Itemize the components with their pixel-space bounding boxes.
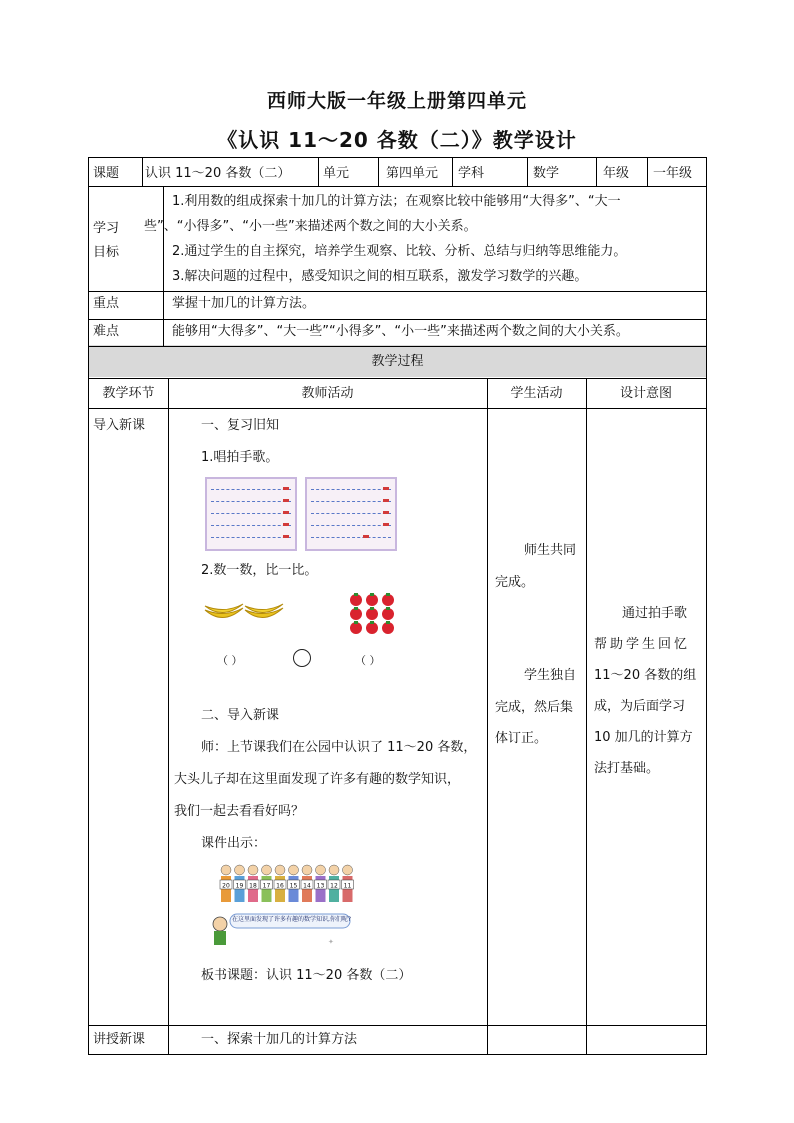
col-student: 学生活动 [510, 386, 563, 401]
courseware-number-label: 17 [262, 882, 271, 890]
student-b-line-1: 学生独自 [524, 668, 577, 683]
song-chart-right [305, 477, 397, 551]
strawberries-image [348, 592, 396, 636]
student-b-line-3: 体订正。 [495, 731, 548, 746]
unit-label: 单元 [323, 166, 350, 181]
courseware-number-label: 14 [303, 882, 311, 890]
courseware-number-label: 19 [235, 882, 244, 890]
student-a-line-1: 师生共同 [524, 543, 577, 558]
courseware-number-label: 13 [316, 882, 325, 890]
courseware-child-head [289, 865, 299, 875]
svg-text:✦: ✦ [328, 938, 334, 946]
goal-2: 2.通过学生的自主探究，培养学生观察、比较、分析、总结与归纳等思维能力。 [172, 244, 627, 259]
design-line-2: 帮助学生回忆 [594, 637, 691, 652]
goal-1-line-2: 些”、“小得多”、“小一些”来描述两个数之间的大小关系。 [144, 219, 477, 234]
courseware-child-head [329, 865, 339, 875]
courseware-number-label: 20 [222, 882, 230, 890]
difficulty-text: 能够用“大得多”、“大一些”“小得多”、“小一些”来描述两个数之间的大小关系。 [172, 324, 629, 339]
document-subtitle: 《认识 11～20 各数（二）》教学设计 [217, 128, 577, 152]
courseware-child-head [316, 865, 326, 875]
design-line-5: 10 加几的计算方 [594, 730, 693, 745]
courseware-number-label: 12 [330, 882, 338, 890]
topic-label: 课题 [93, 166, 120, 181]
subject-label: 学科 [458, 166, 485, 181]
teacher-line-1: 师：上节课我们在公园中认识了 11～20 各数， [201, 740, 477, 755]
courseware-bubble: 在这里面发现了许多有趣的数学知识,你们呢? [232, 916, 352, 923]
design-line-1: 通过拍手歌 [622, 606, 688, 621]
courseware-number-label: 11 [343, 882, 352, 890]
col-teacher: 教师活动 [301, 386, 354, 401]
student-a-line-2: 完成。 [495, 575, 535, 590]
goals-label-1: 学习 [93, 221, 120, 236]
difficulty-label: 难点 [93, 324, 120, 339]
step-2: 2.数一数，比一比。 [201, 563, 318, 578]
lesson-plan-table [88, 157, 707, 1055]
answer-blank-2: （ ） [355, 654, 381, 667]
step-1: 1.唱拍手歌。 [201, 450, 279, 465]
subject-value: 数学 [533, 166, 560, 181]
courseware-child-head [302, 865, 312, 875]
key-point-label: 重点 [93, 296, 120, 311]
col-design: 设计意图 [619, 386, 672, 401]
courseware-number-label: 18 [249, 882, 257, 890]
goals-label-2: 目标 [93, 245, 120, 260]
courseware-child-head [262, 865, 272, 875]
courseware-label: 课件出示： [201, 836, 267, 851]
courseware-child-head [275, 865, 285, 875]
grade-value: 一年级 [653, 166, 693, 181]
new-lesson-title: 二、导入新课 [201, 708, 280, 723]
courseware-number-label: 15 [289, 882, 298, 890]
student-b-line-2: 完成，然后集 [495, 700, 574, 715]
teacher-line-3: 我们一起去看看好吗？ [174, 804, 305, 819]
courseware-child-head [343, 865, 353, 875]
unit-value: 第四单元 [386, 166, 439, 181]
stage-intro: 导入新课 [93, 418, 146, 433]
key-point-text: 掌握十加几的计算方法。 [172, 296, 316, 311]
compare-circle [293, 649, 311, 667]
courseware-child-head [235, 865, 245, 875]
courseware-child-head [248, 865, 258, 875]
topic-value: 认识 11～20 各数（二） [145, 166, 291, 181]
bananas-image [203, 598, 285, 626]
document-title: 西师大版一年级上册第四单元 [266, 90, 527, 112]
col-stage: 教学环节 [102, 386, 155, 401]
courseware-number-label: 16 [276, 882, 284, 890]
design-line-3: 11～20 各数的组 [594, 668, 697, 683]
goal-3: 3.解决问题的过程中，感受知识之间的相互联系，激发学习数学的兴趣。 [172, 269, 588, 284]
design-line-4: 成，为后面学习 [594, 699, 686, 714]
stage-teach: 讲授新课 [93, 1032, 146, 1047]
teach-title: 一、探索十加几的计算方法 [201, 1032, 358, 1047]
board-title: 板书课题：认识 11～20 各数（二） [201, 968, 412, 983]
grade-label: 年级 [603, 166, 630, 181]
courseware-child-head [221, 865, 231, 875]
teacher-line-2: 大头儿子却在这里面发现了许多有趣的数学知识， [174, 772, 461, 787]
design-line-6: 法打基础。 [594, 761, 660, 776]
process-header: 教学过程 [371, 354, 424, 369]
song-chart-left [205, 477, 297, 551]
answer-blank-1: （ ） [217, 654, 243, 667]
goal-1-line-1: 1.利用数的组成探索十加几的计算方法；在观察比较中能够用“大得多”、“大一 [172, 194, 621, 209]
courseware-image [210, 862, 370, 948]
review-title: 一、复习旧知 [201, 418, 280, 433]
